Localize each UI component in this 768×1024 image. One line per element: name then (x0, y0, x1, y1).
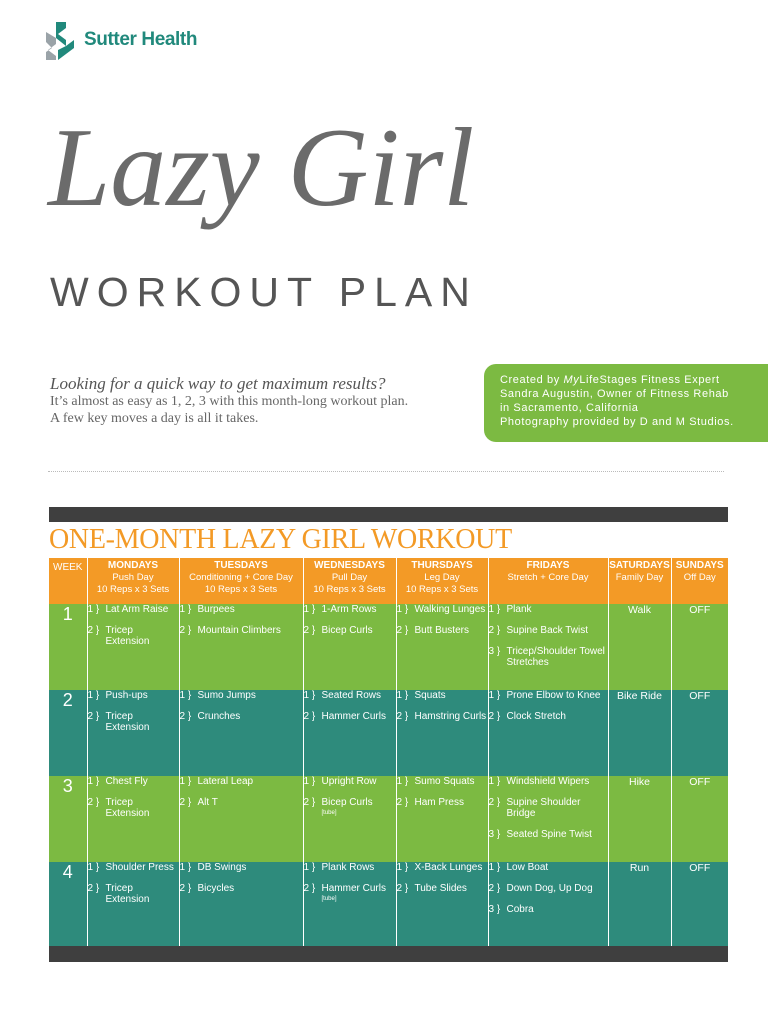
credit-brand: My (563, 374, 580, 386)
exercise-wrap (415, 604, 488, 615)
exercise-number: 2 } (396, 625, 409, 636)
sunday-activity: OFF (671, 604, 728, 690)
week-number: 4 (49, 862, 87, 948)
exercise-number: 1 } (488, 862, 501, 873)
exercise-number: 1 } (396, 776, 409, 787)
exercise-name: Tricep Extension (105, 797, 150, 819)
exercise-name: Chest Fly (105, 776, 148, 787)
exercise-wrap (507, 711, 608, 722)
exercise-item (304, 625, 396, 636)
exercise-number: 2 } (179, 883, 192, 894)
exercise-name: Hammer Curls (321, 883, 386, 894)
dotted-divider (48, 471, 724, 472)
exercise-item (88, 604, 179, 615)
exercise-wrap (415, 711, 488, 722)
exercise-number: 1 } (396, 604, 409, 615)
exercise-name: Lateral Leap (197, 776, 254, 787)
intro-text (50, 374, 470, 427)
exercise-item (397, 862, 488, 873)
exercise-number: 2 } (179, 625, 192, 636)
day-name: THURSDAYS (411, 560, 473, 571)
exercise-number: 1 } (303, 690, 316, 701)
exercise-item (397, 883, 488, 894)
exercise-item (489, 711, 608, 722)
exercise-name: Low Boat (506, 862, 549, 873)
exercise-item (489, 904, 608, 915)
exercise-item (180, 883, 303, 894)
day-header-saturday (608, 558, 671, 604)
credit-line-1 (500, 373, 768, 387)
table-row (49, 604, 728, 690)
exercise-number: 2 } (303, 883, 316, 894)
exercise-wrap (106, 797, 179, 819)
day-sub: Family Day (615, 572, 664, 583)
table-header-row (49, 558, 728, 604)
exercise-item (304, 711, 396, 722)
exercise-number: 2 } (396, 883, 409, 894)
exercise-wrap (507, 862, 608, 873)
exercise-name: Plank (506, 604, 532, 615)
day-reps: 10 Reps x 3 Sets (204, 584, 278, 595)
exercise-item (180, 797, 303, 808)
exercise-note: [tube] (321, 896, 337, 902)
exercise-name: Alt T (197, 797, 218, 808)
exercise-name: Clock Stretch (506, 711, 566, 722)
exercise-item (489, 829, 608, 840)
sunday-activity: OFF (671, 690, 728, 776)
exercise-cell (87, 776, 179, 862)
exercise-wrap (198, 690, 303, 701)
exercise-name: Tricep Extension (105, 711, 150, 733)
exercise-name: Sumo Jumps (197, 690, 256, 701)
intro-lead: Looking for a quick way to get maximum results? (50, 374, 386, 393)
exercise-wrap (415, 776, 488, 787)
exercise-name: Tricep/Shoulder Towel Stretches (506, 646, 605, 668)
exercise-wrap (198, 797, 303, 808)
exercise-wrap (198, 776, 303, 787)
exercise-cell (396, 862, 488, 948)
exercise-wrap (507, 829, 608, 840)
exercise-item (304, 690, 396, 701)
exercise-number: 1 } (87, 604, 100, 615)
week-header: WEEK (49, 558, 87, 604)
exercise-number: 1 } (488, 604, 501, 615)
credit-line-2: Sandra Augustin, Owner of Fitness Rehab (500, 388, 729, 400)
intro-line-1: It’s almost as easy as 1, 2, 3 with this month-long workout plan. (50, 394, 409, 409)
table-body (49, 604, 728, 948)
exercise-number: 1 } (303, 604, 316, 615)
exercise-name: Hamstring Curls (414, 711, 487, 722)
exercise-item (180, 625, 303, 636)
exercise-name: X-Back Lunges (414, 862, 483, 873)
page-subtitle: WORKOUT PLAN (50, 269, 478, 315)
table-title: ONE-MONTH LAZY GIRL WORKOUT (49, 524, 512, 555)
exercise-wrap (106, 690, 179, 701)
day-header-wednesday (303, 558, 396, 604)
day-header-monday (87, 558, 179, 604)
exercise-number: 1 } (303, 862, 316, 873)
exercise-number: 1 } (87, 776, 100, 787)
exercise-cell (179, 604, 303, 690)
exercise-name: Crunches (197, 711, 241, 722)
exercise-number: 2 } (303, 711, 316, 722)
page-title: Lazy Girl (48, 106, 475, 230)
exercise-item (180, 604, 303, 615)
exercise-cell (87, 604, 179, 690)
sunday-activity: OFF (671, 776, 728, 862)
exercise-number: 2 } (396, 711, 409, 722)
exercise-wrap (106, 604, 179, 615)
exercise-name: Shoulder Press (105, 862, 174, 873)
exercise-item (88, 862, 179, 873)
exercise-name: 1-Arm Rows (321, 604, 377, 615)
exercise-name: Lat Arm Raise (105, 604, 169, 615)
exercise-item (489, 604, 608, 615)
exercise-number: 2 } (488, 883, 501, 894)
sutter-health-logo (44, 20, 197, 60)
exercise-number: 1 } (396, 690, 409, 701)
saturday-activity: Hike (608, 776, 671, 862)
exercise-item (489, 625, 608, 636)
exercise-item (88, 883, 179, 905)
day-name: SUNDAYS (675, 560, 724, 571)
exercise-number: 1 } (396, 862, 409, 873)
exercise-cell (396, 604, 488, 690)
exercise-cell (396, 690, 488, 776)
exercise-name: Cobra (506, 904, 534, 915)
exercise-wrap (507, 904, 608, 915)
day-name: SATURDAYS (609, 560, 670, 571)
exercise-number: 1 } (179, 862, 192, 873)
table-row (49, 690, 728, 776)
exercise-cell (488, 690, 608, 776)
exercise-wrap (322, 604, 396, 615)
week-number: 1 (49, 604, 87, 690)
exercise-name: Tube Slides (414, 883, 467, 894)
exercise-wrap (198, 711, 303, 722)
exercise-wrap (198, 625, 303, 636)
saturday-activity: Bike Ride (608, 690, 671, 776)
exercise-number: 2 } (87, 883, 100, 894)
table-bottom-bar (49, 946, 728, 962)
day-header-friday (488, 558, 608, 604)
day-reps: 10 Reps x 3 Sets (96, 584, 170, 595)
sutter-health-logo-icon (44, 20, 78, 60)
exercise-number: 2 } (488, 625, 501, 636)
exercise-item (489, 776, 608, 787)
exercise-number: 2 } (87, 711, 100, 722)
exercise-wrap (415, 625, 488, 636)
exercise-name: Sumo Squats (414, 776, 475, 787)
exercise-cell (179, 690, 303, 776)
credit-line-4: Photography provided by D and M Studios. (500, 416, 734, 428)
exercise-number: 1 } (179, 690, 192, 701)
exercise-name: DB Swings (197, 862, 247, 873)
exercise-wrap (322, 690, 396, 701)
exercise-number: 3 } (488, 646, 501, 657)
day-header-tuesday (179, 558, 303, 604)
day-sub: Conditioning + Core Day (189, 572, 293, 583)
day-reps: 10 Reps x 3 Sets (405, 584, 479, 595)
exercise-number: 1 } (87, 690, 100, 701)
exercise-item (304, 776, 396, 787)
exercise-item (304, 862, 396, 873)
credit-prefix: Created by (500, 374, 564, 386)
exercise-item (180, 862, 303, 873)
exercise-name: Push-ups (105, 690, 148, 701)
exercise-item (397, 711, 488, 722)
exercise-name: Bicep Curls (321, 797, 373, 808)
exercise-name: Mountain Climbers (197, 625, 281, 636)
exercise-item (88, 776, 179, 787)
exercise-wrap (507, 604, 608, 615)
exercise-wrap (322, 883, 396, 903)
day-header-sunday (671, 558, 728, 604)
exercise-name: Burpees (197, 604, 235, 615)
exercise-name: Seated Spine Twist (506, 829, 592, 840)
day-name: WEDNESDAYS (314, 560, 385, 571)
exercise-cell (87, 862, 179, 948)
exercise-number: 3 } (488, 904, 501, 915)
exercise-name: Supine Back Twist (506, 625, 589, 636)
exercise-number: 2 } (179, 711, 192, 722)
exercise-item (397, 604, 488, 615)
exercise-cell (488, 604, 608, 690)
exercise-name: Tricep Extension (105, 625, 150, 647)
exercise-wrap (322, 862, 396, 873)
exercise-item (489, 862, 608, 873)
exercise-wrap (198, 883, 303, 894)
exercise-wrap (415, 690, 488, 701)
exercise-wrap (198, 604, 303, 615)
exercise-number: 2 } (488, 797, 501, 808)
exercise-wrap (106, 776, 179, 787)
exercise-item (397, 690, 488, 701)
exercise-cell (303, 776, 396, 862)
exercise-item (180, 690, 303, 701)
exercise-cell (303, 862, 396, 948)
exercise-name: Bicycles (197, 883, 235, 894)
day-name: FRIDAYS (526, 560, 570, 571)
exercise-item (397, 625, 488, 636)
day-header-thursday (396, 558, 488, 604)
exercise-number: 2 } (87, 797, 100, 808)
exercise-number: 1 } (488, 690, 501, 701)
exercise-name: Squats (414, 690, 446, 701)
exercise-wrap (507, 646, 608, 668)
day-sub: Push Day (112, 572, 154, 583)
exercise-name: Hammer Curls (321, 711, 386, 722)
exercise-note: [tube] (321, 810, 337, 816)
exercise-item (489, 797, 608, 819)
exercise-number: 1 } (87, 862, 100, 873)
exercise-wrap (507, 797, 608, 819)
exercise-cell (303, 604, 396, 690)
day-sub: Pull Day (331, 572, 368, 583)
table-row (49, 776, 728, 862)
brand-name: Sutter Health (84, 29, 198, 50)
exercise-number: 1 } (179, 776, 192, 787)
exercise-wrap (415, 883, 488, 894)
exercise-number: 2 } (303, 797, 316, 808)
exercise-item (489, 883, 608, 894)
week-number: 3 (49, 776, 87, 862)
exercise-item (397, 776, 488, 787)
exercise-wrap (415, 862, 488, 873)
exercise-number: 1 } (179, 604, 192, 615)
exercise-item (88, 711, 179, 733)
exercise-wrap (322, 776, 396, 787)
exercise-wrap (507, 776, 608, 787)
exercise-wrap (507, 690, 608, 701)
exercise-item (304, 797, 396, 817)
day-sub: Leg Day (424, 572, 460, 583)
exercise-name: Tricep Extension (105, 883, 150, 905)
exercise-wrap (415, 797, 488, 808)
exercise-wrap (198, 862, 303, 873)
exercise-number: 2 } (396, 797, 409, 808)
exercise-wrap (322, 625, 396, 636)
exercise-item (88, 625, 179, 647)
exercise-wrap (106, 862, 179, 873)
exercise-item (397, 797, 488, 808)
intro-line-2: A few key moves a day is all it takes. (50, 411, 259, 426)
exercise-number: 2 } (488, 711, 501, 722)
exercise-name: Plank Rows (321, 862, 375, 873)
exercise-cell (396, 776, 488, 862)
exercise-item (180, 711, 303, 722)
exercise-item (304, 883, 396, 903)
exercise-wrap (322, 797, 396, 817)
exercise-wrap (106, 625, 179, 647)
exercise-cell (179, 862, 303, 948)
exercise-number: 2 } (87, 625, 100, 636)
credits-box (484, 364, 768, 442)
saturday-activity: Walk (608, 604, 671, 690)
exercise-number: 2 } (179, 797, 192, 808)
exercise-cell (303, 690, 396, 776)
exercise-name: Seated Rows (321, 690, 381, 701)
exercise-name: Butt Busters (414, 625, 469, 636)
exercise-item (489, 646, 608, 668)
workout-table (49, 558, 728, 948)
exercise-number: 1 } (488, 776, 501, 787)
day-sub: Stretch + Core Day (507, 572, 589, 583)
exercise-item (88, 690, 179, 701)
exercise-number: 1 } (303, 776, 316, 787)
exercise-number: 3 } (488, 829, 501, 840)
exercise-name: Windshield Wipers (506, 776, 590, 787)
week-number: 2 (49, 690, 87, 776)
exercise-cell (179, 776, 303, 862)
day-name: TUESDAYS (214, 560, 268, 571)
exercise-item (180, 776, 303, 787)
exercise-name: Bicep Curls (321, 625, 373, 636)
day-sub: Off Day (683, 572, 716, 583)
exercise-name: Prone Elbow to Knee (506, 690, 601, 701)
sunday-activity: OFF (671, 862, 728, 948)
exercise-name: Ham Press (414, 797, 464, 808)
exercise-wrap (507, 625, 608, 636)
credit-line-3: in Sacramento, California (500, 402, 639, 414)
exercise-wrap (106, 883, 179, 905)
day-reps: 10 Reps x 3 Sets (313, 584, 386, 595)
saturday-activity: Run (608, 862, 671, 948)
exercise-name: Upright Row (321, 776, 377, 787)
table-top-bar (49, 507, 728, 522)
exercise-wrap (106, 711, 179, 733)
exercise-item (489, 690, 608, 701)
exercise-cell (87, 690, 179, 776)
exercise-wrap (507, 883, 608, 894)
exercise-wrap (322, 711, 396, 722)
exercise-number: 2 } (303, 625, 316, 636)
exercise-name: Supine Shoulder Bridge (506, 797, 581, 819)
day-name: MONDAYS (107, 560, 159, 571)
exercise-cell (488, 776, 608, 862)
exercise-cell (488, 862, 608, 948)
exercise-name: Walking Lunges (414, 604, 486, 615)
exercise-item (304, 604, 396, 615)
exercise-item (88, 797, 179, 819)
table-row (49, 862, 728, 948)
credit-rest: LifeStages Fitness Expert (579, 374, 720, 386)
exercise-name: Down Dog, Up Dog (506, 883, 593, 894)
